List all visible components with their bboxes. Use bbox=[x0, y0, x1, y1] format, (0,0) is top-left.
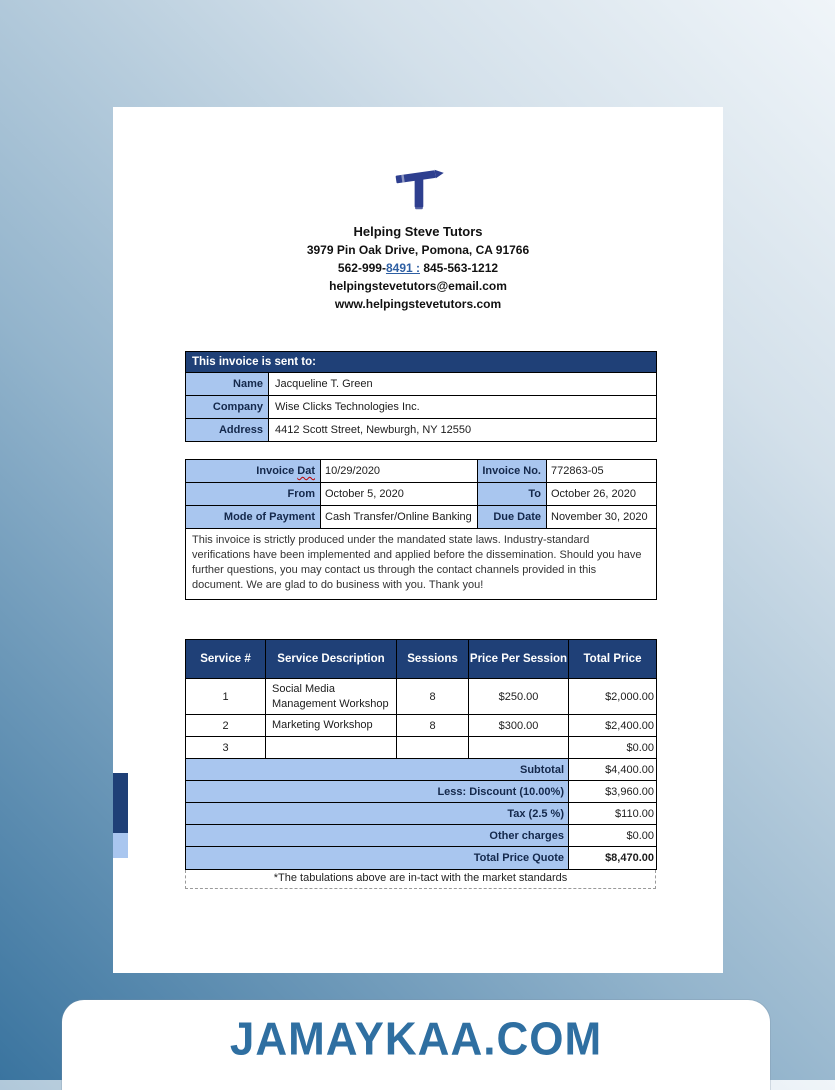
tax-row bbox=[186, 803, 657, 825]
service-description bbox=[266, 737, 397, 759]
accent-bar-light bbox=[113, 833, 128, 858]
company-email: helpingstevetutors@email.com bbox=[329, 279, 507, 293]
service-num: 3 bbox=[186, 737, 266, 759]
recipient-table bbox=[185, 351, 657, 442]
recipient-row-name bbox=[186, 373, 657, 396]
recipient-row-company bbox=[186, 396, 657, 419]
discount-row bbox=[186, 781, 657, 803]
name-value: Jacqueline T. Green bbox=[269, 373, 657, 396]
company-address: 3979 Pin Oak Drive, Pomona, CA 91766 bbox=[306, 243, 530, 257]
pencil-t-logo-icon bbox=[389, 163, 447, 215]
phone-suffix: 845-563-1212 bbox=[420, 261, 499, 275]
tax-value: $110.00 bbox=[569, 803, 657, 825]
details-note-row bbox=[186, 529, 657, 600]
from-value: October 5, 2020 bbox=[321, 483, 478, 506]
legal-note: This invoice is strictly produced under the mandated state laws. Industry-standard verifications have been implemented and applied before the dissemination. Should you have further questions, you may contact us through the contact channels provided in this document. We are glad to do business with you. Thank you! bbox=[186, 529, 657, 600]
col-header-description: Service Description bbox=[266, 640, 397, 679]
invoice-date-value: 10/29/2020 bbox=[321, 460, 478, 483]
subtotal-value: $4,400.00 bbox=[569, 759, 657, 781]
total-price-quote-value: $8,470.00 bbox=[569, 847, 657, 870]
other-charges-label: Other charges bbox=[186, 825, 569, 847]
mode-of-payment-label: Mode of Payment bbox=[186, 506, 321, 529]
company-label: Company bbox=[186, 396, 269, 419]
service-row bbox=[186, 737, 657, 759]
total-price-quote-row bbox=[186, 847, 657, 870]
recipient-row-address bbox=[186, 419, 657, 442]
col-header-price: Price Per Session bbox=[469, 640, 569, 679]
tax-label: Tax (2.5 %) bbox=[186, 803, 569, 825]
details-row-3 bbox=[186, 506, 657, 529]
invoice-date-label-prefix: Invoice bbox=[256, 465, 298, 477]
to-label: To bbox=[478, 483, 547, 506]
phone-link[interactable]: 8491 : bbox=[385, 261, 420, 275]
due-date-value: November 30, 2020 bbox=[547, 506, 657, 529]
from-label: From bbox=[186, 483, 321, 506]
invoice-no-value: 772863-05 bbox=[547, 460, 657, 483]
service-sessions bbox=[397, 737, 469, 759]
to-value: October 26, 2020 bbox=[547, 483, 657, 506]
tabulations-footnote: *The tabulations above are in-tact with the market standards bbox=[185, 870, 656, 889]
address-label: Address bbox=[186, 419, 269, 442]
recipient-title-row bbox=[186, 352, 657, 373]
accent-bar-dark bbox=[113, 773, 128, 833]
services-table bbox=[185, 639, 657, 870]
letterhead bbox=[113, 107, 723, 313]
recipient-title: This invoice is sent to: bbox=[186, 352, 657, 373]
subtotal-label: Subtotal bbox=[186, 759, 569, 781]
other-charges-row bbox=[186, 825, 657, 847]
service-description: Marketing Workshop bbox=[266, 715, 397, 737]
company-value: Wise Clicks Technologies Inc. bbox=[269, 396, 657, 419]
other-charges-value: $0.00 bbox=[569, 825, 657, 847]
service-total: $2,000.00 bbox=[569, 679, 657, 715]
service-description: Social Media Management Workshop bbox=[266, 679, 397, 715]
services-header-row bbox=[186, 640, 657, 679]
total-price-quote-label: Total Price Quote bbox=[186, 847, 569, 870]
brand-card bbox=[62, 1000, 770, 1090]
service-price: $300.00 bbox=[469, 715, 569, 737]
due-date-label: Due Date bbox=[478, 506, 547, 529]
col-header-service-num: Service # bbox=[186, 640, 266, 679]
service-price bbox=[469, 737, 569, 759]
invoice-details-table bbox=[185, 459, 657, 600]
name-label: Name bbox=[186, 373, 269, 396]
service-sessions: 8 bbox=[397, 715, 469, 737]
service-num: 1 bbox=[186, 679, 266, 715]
service-num: 2 bbox=[186, 715, 266, 737]
service-row bbox=[186, 679, 657, 715]
service-sessions: 8 bbox=[397, 679, 469, 715]
invoice-page bbox=[113, 107, 723, 973]
service-total: $2,400.00 bbox=[569, 715, 657, 737]
company-website: www.helpingstevetutors.com bbox=[334, 297, 502, 311]
discount-label: Less: Discount (10.00%) bbox=[186, 781, 569, 803]
details-row-2 bbox=[186, 483, 657, 506]
invoice-date-label-typo: Dat bbox=[297, 465, 315, 477]
phone-prefix: 562-999- bbox=[337, 261, 386, 275]
service-row bbox=[186, 715, 657, 737]
invoice-date-label bbox=[186, 460, 321, 483]
service-price: $250.00 bbox=[469, 679, 569, 715]
col-header-total: Total Price bbox=[569, 640, 657, 679]
mode-of-payment-value: Cash Transfer/Online Banking bbox=[321, 506, 478, 529]
brand-wordmark: JAMAYKAA.COM bbox=[229, 1013, 603, 1066]
invoice-no-label: Invoice No. bbox=[478, 460, 547, 483]
details-row-1 bbox=[186, 460, 657, 483]
company-name: Helping Steve Tutors bbox=[353, 224, 483, 239]
company-phone bbox=[113, 259, 723, 277]
service-total: $0.00 bbox=[569, 737, 657, 759]
subtotal-row bbox=[186, 759, 657, 781]
discount-value: $3,960.00 bbox=[569, 781, 657, 803]
address-value: 4412 Scott Street, Newburgh, NY 12550 bbox=[269, 419, 657, 442]
col-header-sessions: Sessions bbox=[397, 640, 469, 679]
